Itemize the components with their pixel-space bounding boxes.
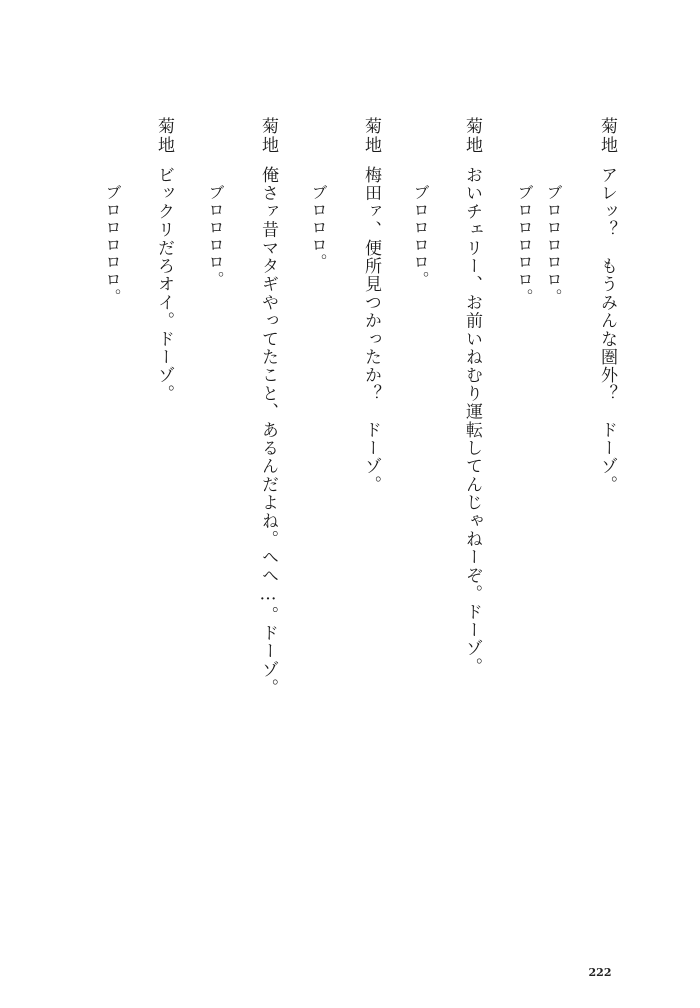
speaker-name: 菊地 [154,117,174,155]
sound-effect: ブロロロロ。 [411,184,430,289]
sound-effect: ブロロロロロ。 [103,184,122,306]
sound-effect: ブロロロ。 [309,184,328,271]
dialogue-line: 俺さァ昔マタギやってたこと、あるんだよね。へへ…。ドーゾ。 [258,166,278,697]
sound-effect: ブロロロロロ。 [515,184,534,306]
speaker-name: 菊地 [462,117,482,155]
dialogue-line: ビックリだろオイ。ドーゾ。 [154,166,174,403]
sound-effect: ブロロロロ。 [206,184,225,289]
speaker-name: 菊地 [597,117,617,155]
sound-effect: ブロロロロロ。 [544,184,563,306]
dialogue-line: おいチェリー、お前いねむり運転してんじゃねーぞ。ドーゾ。 [462,166,482,676]
page-number: 222 [588,966,612,979]
speaker-name: 菊地 [361,117,381,155]
dialogue-line: 梅田ァ、便所見つかったか？ ドーゾ。 [361,166,381,494]
dialogue-line: アレッ？ もうみんな圏外？ ドーゾ。 [597,166,617,494]
speaker-name: 菊地 [258,117,278,155]
